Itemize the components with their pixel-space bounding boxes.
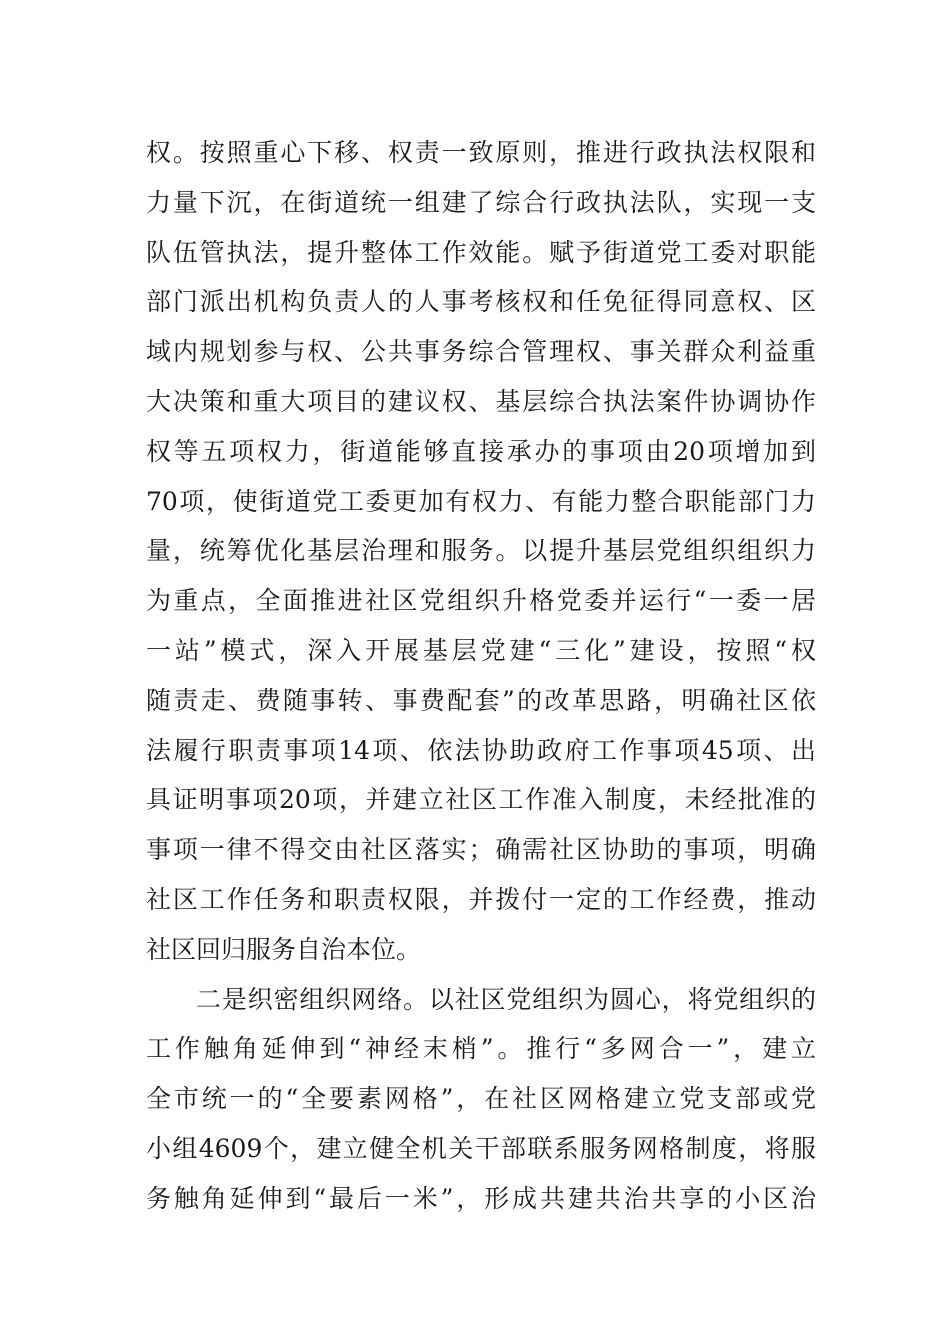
text-line: 社区工作任务和职责权限，并拨付一定的工作经费，推动 (146, 884, 816, 914)
text-line: 务触角延伸到“最后一米”，形成共建共治共享的小区治 (146, 1183, 816, 1213)
text-line: 部门派出机构负责人的人事考核权和任免征得同意权、区 (146, 287, 816, 317)
text-line: 全市统一的“全要素网格”，在社区网格建立党支部或党 (146, 1084, 816, 1114)
text-line: 力量下沉，在街道统一组建了综合行政执法队，实现一支 (146, 187, 816, 217)
text-line: 法履行职责事项14项、依法协助政府工作事项45项、出 (146, 735, 816, 765)
text-line: 域内规划参与权、公共事务综合管理权、事关群众利益重 (146, 337, 816, 367)
text-line: 工作触角延伸到“神经末梢”。推行“多网合一”，建立 (146, 1034, 816, 1064)
text-line: 具证明事项20项，并建立社区工作准入制度，未经批准的 (146, 785, 816, 815)
text-line: 事项一律不得交由社区落实；确需社区协助的事项，明确 (146, 835, 816, 865)
text-line: 一站”模式，深入开展基层党建“三化”建设，按照“权 (146, 635, 816, 665)
text-line: 权等五项权力，街道能够直接承办的事项由20项增加到 (146, 436, 816, 466)
text-line: 社区回归服务自治本位。 (146, 934, 422, 964)
text-line: 为重点，全面推进社区党组织升格党委并运行“一委一居 (146, 586, 816, 616)
body-text (146, 128, 816, 1224)
text-line: 量，统筹优化基层治理和服务。以提升基层党组织组织力 (146, 536, 816, 566)
text-line: 队伍管执法，提升整体工作效能。赋予街道党工委对职能 (146, 237, 816, 267)
text-line: 小组4609个，建立健全机关干部联系服务网格制度，将服 (146, 1133, 816, 1163)
text-line: 大决策和重大项目的建议权、基层综合执法案件协调协作 (146, 386, 816, 416)
text-line: 权。按照重心下移、权责一致原则，推进行政执法权限和 (146, 138, 816, 167)
text-line: 随责走、费随事转、事费配套”的改革思路，明确社区依 (146, 685, 816, 715)
paragraph-start-line: 二是织密组织网络。以社区党组织为圆心，将党组织的 (196, 984, 816, 1014)
text-line: 70项，使街道党工委更加有权力、有能力整合职能部门力 (146, 486, 816, 516)
